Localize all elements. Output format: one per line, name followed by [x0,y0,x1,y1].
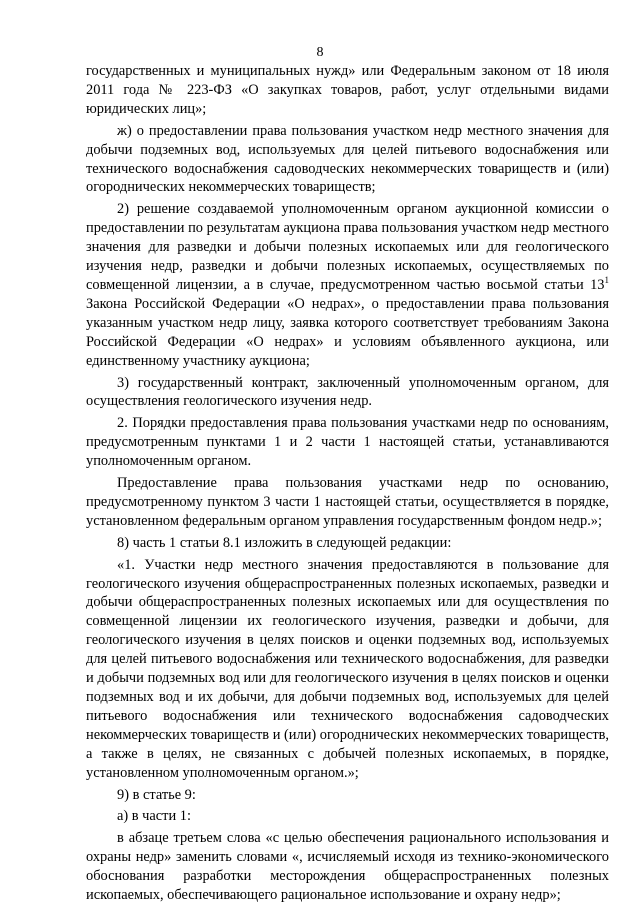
page-number: 8 [316,45,324,60]
paragraph-item-a: а) в части 1: [117,808,191,825]
paragraph-item-9: 9) в статье 9: [117,786,196,803]
paragraph-item-2 [86,200,609,370]
paragraph-continuation: государственных и муниципальных нужд» или Федеральным законом от 18 июля 2011 года № 223-ФЗ «О закупках товаров, работ, услуг отдельными видами юридических лиц»; [86,63,609,117]
paragraph-item-zh: ж) о предоставлении права пользования участком недр местного значения для добычи подземных вод, используемых для целей питьевого водоснабжения или технического водоснабжения садоводческих некоммерческих товариществ и (или) огороднических некоммерческих товариществ; [86,122,609,196]
document-body [86,62,609,905]
paragraph-item-3: 3) государственный контракт, заключенный уполномоченным органом, для осуществления геологического изучения недр. [86,374,609,410]
paragraph-point-2: 2. Порядки предоставления права пользования участками недр по основаниям, предусмотренным пунктами 1 и 2 части 1 настоящей статьи, устанавливаются уполномоченным органом. [86,415,609,470]
paragraph-amendment: в абзаце третьем слова «с целью обеспечения рационального использования и охраны недр» заменить словами «, исчисляемый исходя из технико-экономического обоснования разработки месторождения общераспространенных полезных ископаемых, обеспечивающего рациональное использование и охрану недр»; [86,830,609,904]
paragraph-article-8-1: «1. Участки недр местного значения предоставляются в пользование для геологического изучения общераспространенных полезных ископаемых, разведки и добычи общераспространенных полезных ископаемых или для осуществления по совмещенной лицензии их геологического изучения, разведки и добычи, для геологического изучения в целях поисков и оценки подземных вод, используемых для целей питьевого водоснабжения или технического водоснабжения, для разведки и добычи подземных вод или для геологического изучения в целях поисков и оценки подземных вод и их добычи, для добычи подземных вод, используемых для целей питьевого водоснабжения или технического водоснабжения садоводческих некоммерческих товариществ и (или) огороднических некоммерческих товариществ, а также в целях, не связанных с добычей полезных ископаемых, в порядке, установленном уполномоченным органом.»; [86,556,609,781]
footnote-superscript: 1 [604,274,609,285]
paragraph-item-8: 8) часть 1 статьи 8.1 изложить в следующей редакции: [117,534,452,551]
paragraph-item-2-text-a: 2) решение создаваемой уполномоченным органом аукционной комиссии о предоставлении по результатам аукциона права пользования участком недр местного значения для разведки и добычи полезных ископаемых или для геологического изучения недр, разведки и добычи полезных ископаемых, осуществляемых по совмещенной лицензии, а в случае, предусмотренном частью восьмой статьи 13 [86,201,609,293]
paragraph-item-2-text-b: Закона Российской Федерации «О недрах», о предоставлении права пользования указанным участком недр лицу, заявка которого соответствует требованиям Закона Российской Федерации «О недрах» и условиям объявленного аукциона, или единственному участнику аукциона; [86,295,609,369]
paragraph-provision: Предоставление права пользования участками недр по основанию, предусмотренному пунктом 3 части 1 настоящей статьи, осуществляется в порядке, установленном федеральным органом управления государственным фондом недр.»; [86,475,609,529]
